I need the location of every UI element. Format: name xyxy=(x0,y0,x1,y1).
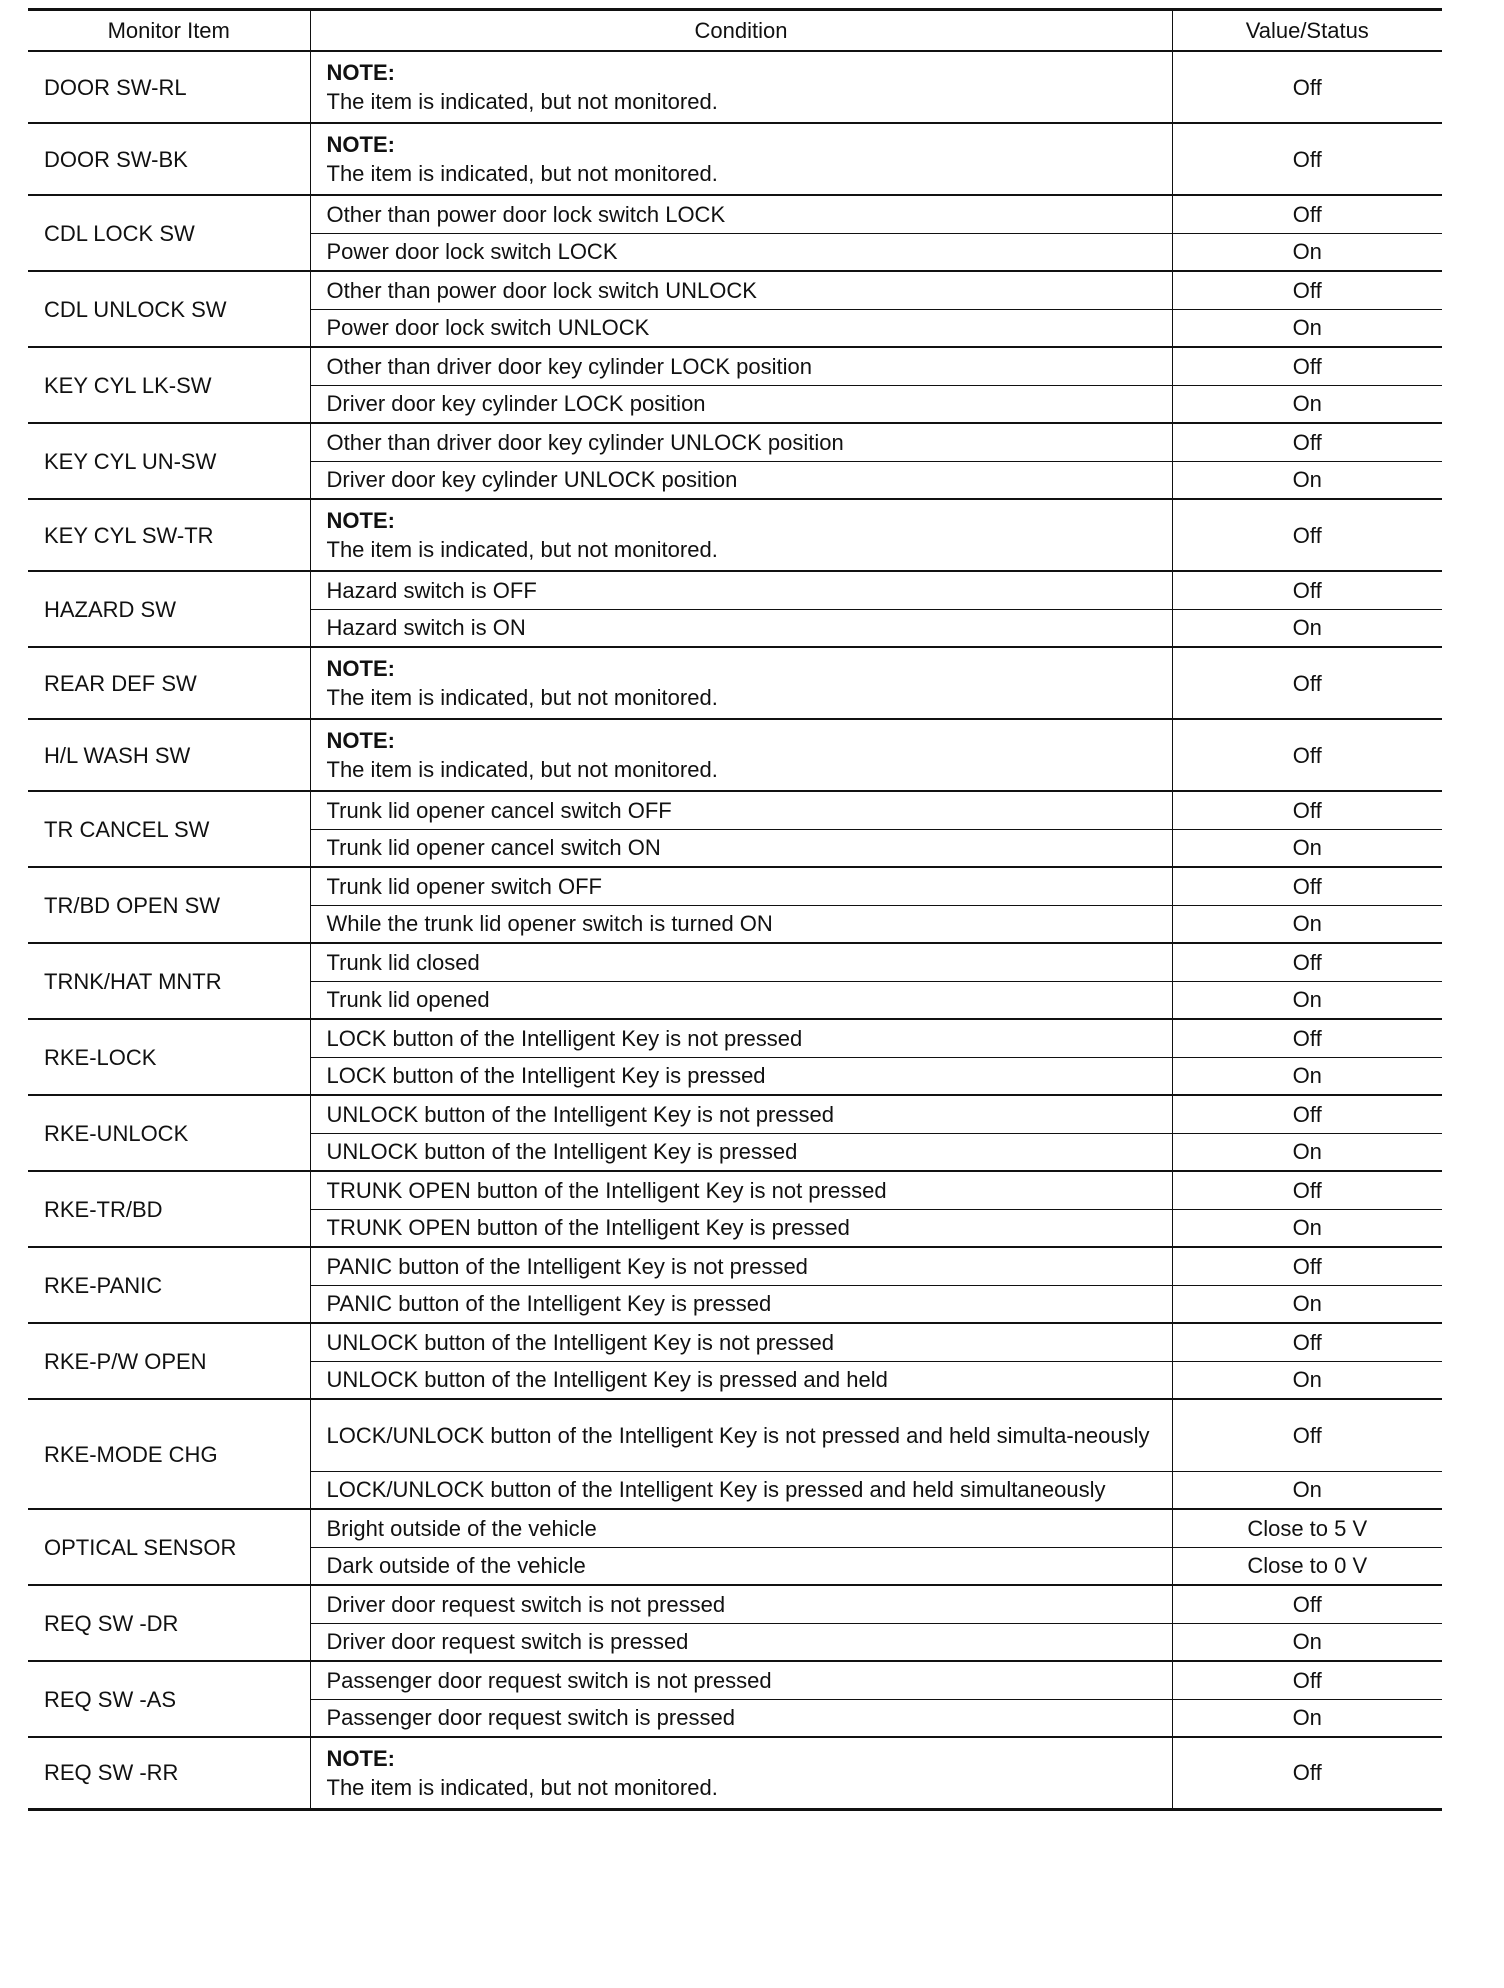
value-status-cell: Off xyxy=(1172,195,1442,233)
value-status-cell: On xyxy=(1172,1361,1442,1399)
value-status-cell: Off xyxy=(1172,791,1442,829)
value-status-cell: On xyxy=(1172,309,1442,347)
value-status-cell: Off xyxy=(1172,51,1442,123)
value-status-cell: On xyxy=(1172,233,1442,271)
value-status-cell: On xyxy=(1172,461,1442,499)
condition-cell: Hazard switch is ON xyxy=(310,609,1172,647)
table-body xyxy=(28,51,1442,1809)
note-text: The item is indicated, but not monitored. xyxy=(326,537,718,562)
table-row xyxy=(28,571,1442,609)
value-status-cell: Off xyxy=(1172,499,1442,571)
value-status-cell: Off xyxy=(1172,423,1442,461)
monitor-item-cell: TR CANCEL SW xyxy=(28,791,310,867)
table-row xyxy=(28,1171,1442,1209)
table-row xyxy=(28,647,1442,719)
condition-cell: Passenger door request switch is not pressed xyxy=(310,1661,1172,1699)
monitor-item-table xyxy=(28,8,1442,1811)
condition-cell: Dark outside of the vehicle xyxy=(310,1547,1172,1585)
note-text: The item is indicated, but not monitored. xyxy=(326,685,718,710)
monitor-item-cell: REQ SW -AS xyxy=(28,1661,310,1737)
condition-cell: Other than power door lock switch UNLOCK xyxy=(310,271,1172,309)
value-status-cell: On xyxy=(1172,1699,1442,1737)
value-status-cell: On xyxy=(1172,1133,1442,1171)
condition-cell xyxy=(310,51,1172,123)
monitor-item-cell: OPTICAL SENSOR xyxy=(28,1509,310,1585)
condition-cell: LOCK/UNLOCK button of the Intelligent Key is pressed and held simultaneously xyxy=(310,1471,1172,1509)
value-status-cell: On xyxy=(1172,1623,1442,1661)
condition-cell: TRUNK OPEN button of the Intelligent Key is not pressed xyxy=(310,1171,1172,1209)
condition-cell: Trunk lid closed xyxy=(310,943,1172,981)
table-row xyxy=(28,195,1442,233)
note-text: The item is indicated, but not monitored. xyxy=(326,89,718,114)
note-text: The item is indicated, but not monitored. xyxy=(326,1774,718,1800)
condition-cell: Passenger door request switch is pressed xyxy=(310,1699,1172,1737)
condition-cell: Trunk lid opener cancel switch OFF xyxy=(310,791,1172,829)
table-row xyxy=(28,1585,1442,1623)
value-status-cell: On xyxy=(1172,1471,1442,1509)
table-row xyxy=(28,867,1442,905)
table-row xyxy=(28,1661,1442,1699)
value-status-cell: Off xyxy=(1172,571,1442,609)
value-status-cell: Off xyxy=(1172,719,1442,791)
condition-cell xyxy=(310,123,1172,195)
value-status-cell: On xyxy=(1172,1209,1442,1247)
monitor-item-cell: REAR DEF SW xyxy=(28,647,310,719)
condition-cell xyxy=(310,499,1172,571)
table-row xyxy=(28,1399,1442,1471)
value-status-cell: On xyxy=(1172,385,1442,423)
monitor-item-cell: RKE-MODE CHG xyxy=(28,1399,310,1509)
table-row xyxy=(28,1509,1442,1547)
condition-cell: UNLOCK button of the Intelligent Key is pressed and held xyxy=(310,1361,1172,1399)
value-status-cell: On xyxy=(1172,829,1442,867)
condition-cell: PANIC button of the Intelligent Key is pressed xyxy=(310,1285,1172,1323)
value-status-cell: Off xyxy=(1172,943,1442,981)
table-row xyxy=(28,123,1442,195)
value-status-cell: On xyxy=(1172,981,1442,1019)
table-row xyxy=(28,1247,1442,1285)
value-status-cell: Close to 5 V xyxy=(1172,1509,1442,1547)
note-title: NOTE: xyxy=(326,60,395,85)
monitor-item-cell: RKE-PANIC xyxy=(28,1247,310,1323)
condition-cell: Power door lock switch LOCK xyxy=(310,233,1172,271)
table-row xyxy=(28,943,1442,981)
condition-cell xyxy=(310,1737,1172,1809)
table-row xyxy=(28,271,1442,309)
monitor-item-cell: DOOR SW-BK xyxy=(28,123,310,195)
condition-cell: Driver door key cylinder UNLOCK position xyxy=(310,461,1172,499)
condition-cell: UNLOCK button of the Intelligent Key is not pressed xyxy=(310,1095,1172,1133)
condition-cell: Driver door key cylinder LOCK position xyxy=(310,385,1172,423)
condition-cell: UNLOCK button of the Intelligent Key is not pressed xyxy=(310,1323,1172,1361)
note-title: NOTE: xyxy=(326,1745,395,1771)
condition-cell: Driver door request switch is not pressed xyxy=(310,1585,1172,1623)
table-row xyxy=(28,1323,1442,1361)
monitor-table-container xyxy=(28,8,1442,1811)
table-row xyxy=(28,1737,1442,1809)
condition-cell: Power door lock switch UNLOCK xyxy=(310,309,1172,347)
monitor-item-cell: TR/BD OPEN SW xyxy=(28,867,310,943)
value-status-cell: On xyxy=(1172,1285,1442,1323)
value-status-cell: Off xyxy=(1172,1585,1442,1623)
value-status-cell: Off xyxy=(1172,647,1442,719)
condition-cell: Trunk lid opener cancel switch ON xyxy=(310,829,1172,867)
value-status-cell: Off xyxy=(1172,1019,1442,1057)
monitor-item-cell: CDL UNLOCK SW xyxy=(28,271,310,347)
monitor-item-cell: TRNK/HAT MNTR xyxy=(28,943,310,1019)
monitor-item-cell: REQ SW -DR xyxy=(28,1585,310,1661)
value-status-cell: Off xyxy=(1172,123,1442,195)
note-title: NOTE: xyxy=(326,508,395,533)
note-title: NOTE: xyxy=(326,132,395,157)
condition-cell: While the trunk lid opener switch is turned ON xyxy=(310,905,1172,943)
monitor-item-cell: KEY CYL SW-TR xyxy=(28,499,310,571)
condition-cell: LOCK button of the Intelligent Key is not pressed xyxy=(310,1019,1172,1057)
note-text: The item is indicated, but not monitored. xyxy=(326,757,718,782)
value-status-cell: Off xyxy=(1172,1661,1442,1699)
value-status-cell: On xyxy=(1172,905,1442,943)
monitor-item-cell: RKE-LOCK xyxy=(28,1019,310,1095)
table-row xyxy=(28,51,1442,123)
condition-cell: Driver door request switch is pressed xyxy=(310,1623,1172,1661)
value-status-cell: Off xyxy=(1172,867,1442,905)
monitor-item-cell: REQ SW -RR xyxy=(28,1737,310,1809)
table-row xyxy=(28,1095,1442,1133)
condition-cell: PANIC button of the Intelligent Key is not pressed xyxy=(310,1247,1172,1285)
note-text: The item is indicated, but not monitored. xyxy=(326,161,718,186)
monitor-item-cell: CDL LOCK SW xyxy=(28,195,310,271)
monitor-item-cell: RKE-UNLOCK xyxy=(28,1095,310,1171)
value-status-cell: Close to 0 V xyxy=(1172,1547,1442,1585)
value-status-cell: Off xyxy=(1172,1095,1442,1133)
condition-cell: UNLOCK button of the Intelligent Key is pressed xyxy=(310,1133,1172,1171)
condition-cell: Trunk lid opened xyxy=(310,981,1172,1019)
value-status-cell: On xyxy=(1172,609,1442,647)
monitor-item-cell: KEY CYL LK-SW xyxy=(28,347,310,423)
monitor-item-cell: DOOR SW-RL xyxy=(28,51,310,123)
monitor-item-cell: HAZARD SW xyxy=(28,571,310,647)
table-row xyxy=(28,719,1442,791)
monitor-item-cell: H/L WASH SW xyxy=(28,719,310,791)
condition-cell xyxy=(310,647,1172,719)
condition-cell xyxy=(310,719,1172,791)
note-title: NOTE: xyxy=(326,656,395,681)
table-row xyxy=(28,1019,1442,1057)
header-monitor-item: Monitor Item xyxy=(28,10,310,52)
condition-cell: LOCK/UNLOCK button of the Intelligent Key is not pressed and held simulta-neously xyxy=(310,1399,1172,1471)
condition-cell: Other than driver door key cylinder UNLOCK position xyxy=(310,423,1172,461)
condition-cell: LOCK button of the Intelligent Key is pressed xyxy=(310,1057,1172,1095)
condition-cell: Bright outside of the vehicle xyxy=(310,1509,1172,1547)
value-status-cell: Off xyxy=(1172,1171,1442,1209)
value-status-cell: Off xyxy=(1172,1399,1442,1471)
header-condition: Condition xyxy=(310,10,1172,52)
value-status-cell: Off xyxy=(1172,1737,1442,1809)
condition-cell: Other than driver door key cylinder LOCK position xyxy=(310,347,1172,385)
condition-cell: Other than power door lock switch LOCK xyxy=(310,195,1172,233)
condition-cell: Hazard switch is OFF xyxy=(310,571,1172,609)
value-status-cell: Off xyxy=(1172,1323,1442,1361)
table-header-row xyxy=(28,10,1442,52)
monitor-item-cell: KEY CYL UN-SW xyxy=(28,423,310,499)
monitor-item-cell: RKE-TR/BD xyxy=(28,1171,310,1247)
header-value-status: Value/Status xyxy=(1172,10,1442,52)
value-status-cell: Off xyxy=(1172,347,1442,385)
table-row xyxy=(28,347,1442,385)
value-status-cell: Off xyxy=(1172,1247,1442,1285)
value-status-cell: Off xyxy=(1172,271,1442,309)
condition-cell: Trunk lid opener switch OFF xyxy=(310,867,1172,905)
table-row xyxy=(28,791,1442,829)
note-title: NOTE: xyxy=(326,728,395,753)
table-row xyxy=(28,423,1442,461)
monitor-item-cell: RKE-P/W OPEN xyxy=(28,1323,310,1399)
condition-cell: TRUNK OPEN button of the Intelligent Key is pressed xyxy=(310,1209,1172,1247)
table-row xyxy=(28,499,1442,571)
value-status-cell: On xyxy=(1172,1057,1442,1095)
